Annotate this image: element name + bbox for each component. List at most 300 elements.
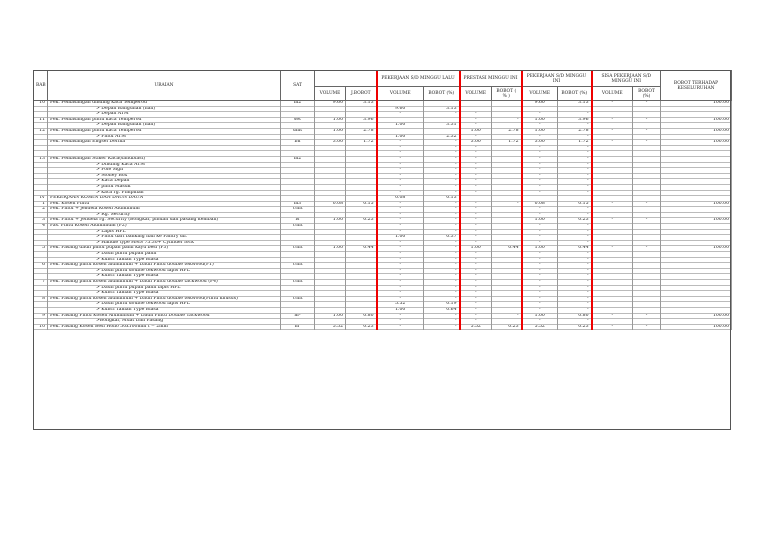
cell-volume: 5.52 xyxy=(315,324,346,330)
cell-j-bobot: 0.44 xyxy=(346,246,377,252)
cell-sdini-volume: - xyxy=(522,168,558,174)
table-body xyxy=(34,101,732,330)
cell-bab: 3 xyxy=(34,218,48,224)
cell-uraian: > Depan Bangunan (hall) xyxy=(48,123,281,129)
cell-lalu-bobot: - xyxy=(424,246,460,252)
cell-uraian: > Kunci Taman Type Biasa xyxy=(48,274,281,280)
cell-sat: Unit xyxy=(281,263,315,269)
cell-lalu-volume: - xyxy=(377,296,424,302)
cell-bobot-total: 100.00 xyxy=(661,218,732,224)
cell-ini-volume: - xyxy=(460,112,492,118)
cell-ini-volume: 1.00 xyxy=(460,128,492,134)
cell-sdini-volume: - xyxy=(522,268,558,274)
cell-sdini-volume: - xyxy=(522,112,558,118)
cell-sdini-volume: - xyxy=(522,145,558,151)
cell-lalu-bobot: - xyxy=(424,212,460,218)
cell-uraian: Pek. Pemasangan pintu kaca Temperod xyxy=(48,117,281,123)
cell-sat: ls xyxy=(281,218,315,224)
cell-lalu-volume: - xyxy=(377,246,424,252)
cell-j-bobot: 0.15 xyxy=(346,201,377,207)
cell-ini-volume: - xyxy=(460,201,492,207)
cell-uraian: > pintu Masuk xyxy=(48,184,281,190)
cell-lalu-volume: - xyxy=(377,184,424,190)
cell-uraian: Pek. Pasang pintu kosen aluminium + Daun Pintu double tekwood(P1) xyxy=(48,263,281,269)
cell-sdini-volume: - xyxy=(522,307,558,313)
cell-lalu-volume: - xyxy=(377,168,424,174)
cell-bobot-total: 100.00 xyxy=(661,128,732,134)
cell-lalu-volume: - xyxy=(377,145,424,151)
cell-lalu-volume: - xyxy=(377,207,424,213)
cell-ini-volume: - xyxy=(460,274,492,280)
cell-lalu-bobot: - xyxy=(424,156,460,162)
cell-lalu-bobot: - xyxy=(424,280,460,286)
header-group-sd-ini: PEKERJAAN S/D MINGGU INI xyxy=(522,71,592,87)
cell-sdini-volume: - xyxy=(522,179,558,185)
cell-j-bobot: 1.72 xyxy=(346,140,377,146)
cell-lalu-bobot: 0.19 xyxy=(424,302,460,308)
cell-lalu-volume: 5.52 xyxy=(377,302,424,308)
cell-sdini-volume: - xyxy=(522,156,558,162)
cell-sisa-volume: - xyxy=(592,218,633,224)
header-group-sisa: SISA PEKERJAAN S/D MINGGU INI xyxy=(592,71,661,87)
cell-ini-bobot: 0.23 xyxy=(492,324,522,330)
cell-sdini-bobot: - xyxy=(558,156,592,162)
cell-ini-volume: - xyxy=(460,252,492,258)
cell-sdini-bobot: - xyxy=(558,145,592,151)
cell-lalu-bobot: - xyxy=(424,190,460,196)
cell-lalu-volume: - xyxy=(377,291,424,297)
cell-ini-volume: - xyxy=(460,207,492,213)
cell-lalu-bobot: - xyxy=(424,162,460,168)
cell-sdini-bobot: - xyxy=(558,229,592,235)
cell-uraian: Pek. Pasang pintu kosen aluminium + Daun Pintu double tekwood(Pintu khusus) xyxy=(48,296,281,302)
header-bobot: BOBOT (%) xyxy=(424,87,460,101)
cell-ini-volume: - xyxy=(460,240,492,246)
cell-j-bobot: 0.23 xyxy=(346,324,377,330)
cell-sdini-volume: - xyxy=(522,212,558,218)
table-row xyxy=(34,324,732,330)
cell-lalu-volume: - xyxy=(377,224,424,230)
cell-lalu-bobot: 0.37 xyxy=(424,235,460,241)
cell-sdini-volume: - xyxy=(522,252,558,258)
cell-sdini-volume: - xyxy=(522,257,558,263)
cell-volume: 1.00 xyxy=(315,218,346,224)
cell-lalu-volume: - xyxy=(377,201,424,207)
cell-lalu-volume: - xyxy=(377,324,424,330)
cell-sdini-volume: - xyxy=(522,285,558,291)
cell-ini-volume: - xyxy=(460,307,492,313)
cell-bobot-total: 100.00 xyxy=(661,201,732,207)
cell-uraian: > Daun pintu pupan panil lapis HPL xyxy=(48,285,281,291)
cell-sat: m² xyxy=(281,313,315,319)
cell-sdini-volume: - xyxy=(522,263,558,269)
cell-lalu-bobot: 3.31 xyxy=(424,123,460,129)
cell-lalu-bobot: - xyxy=(424,112,460,118)
cell-ini-volume: 5.52 xyxy=(460,324,492,330)
cell-j-bobot: 0.23 xyxy=(346,218,377,224)
cell-sdini-volume: - xyxy=(522,274,558,280)
cell-ini-volume: - xyxy=(460,117,492,123)
cell-lalu-bobot: - xyxy=(424,263,460,269)
cell-sdini-volume: - xyxy=(522,184,558,190)
cell-sdini-bobot: 0.23 xyxy=(558,324,592,330)
header-bobot: BOBOT (%) xyxy=(633,87,661,101)
cell-uraian: Pek. Pasang Pintu Kosen Aluminium + Daun Pintu Double Tackwood xyxy=(48,313,281,319)
cell-lalu-volume: 1.00 xyxy=(377,235,424,241)
cell-sdini-bobot: - xyxy=(558,224,592,230)
header-volume: VOLUME xyxy=(315,87,346,101)
cell-sisa-volume: - xyxy=(592,140,633,146)
cell-uraian: Pek. Pemasangan dinding kaca Temperod xyxy=(48,101,281,107)
cell-lalu-bobot: 2.32 xyxy=(424,134,460,140)
cell-bobot-total: 100.00 xyxy=(661,246,732,252)
cell-lalu-volume: 1.00 xyxy=(377,134,424,140)
cell-bab: 10 xyxy=(34,101,48,107)
cell-sdini-volume: - xyxy=(522,123,558,129)
cell-ini-volume: - xyxy=(460,235,492,241)
cell-lalu-volume: - xyxy=(377,252,424,258)
cell-bobot-total: 100.00 xyxy=(661,117,732,123)
cell-ini-volume: - xyxy=(460,162,492,168)
cell-ini-volume: - xyxy=(460,257,492,263)
cell-sdini-bobot: - xyxy=(558,240,592,246)
cell-sdini-volume: - xyxy=(522,229,558,235)
cell-lalu-bobot: - xyxy=(424,240,460,246)
cell-lalu-bobot: - xyxy=(424,140,460,146)
cell-uraian: > Pole Sign xyxy=(48,168,281,174)
cell-ini-volume: - xyxy=(460,145,492,151)
cell-lalu-volume: - xyxy=(377,151,424,157)
cell-sdini-volume: - xyxy=(522,207,558,213)
cell-ini-volume: - xyxy=(460,268,492,274)
cell-sisa-bobot: - xyxy=(633,201,661,207)
cell-ini-volume: - xyxy=(460,134,492,140)
cell-sdini-bobot: - xyxy=(558,134,592,140)
cell-ini-volume: - xyxy=(460,319,492,325)
cell-lalu-bobot: - xyxy=(424,207,460,213)
cell-lalu-volume: - xyxy=(377,240,424,246)
cell-sisa-volume: - xyxy=(592,117,633,123)
cell-uraian: Pek. Pintu + Jendela rg. Security (Bongkar, pindah dan pasang kembali) xyxy=(48,218,281,224)
cell-lalu-bobot: - xyxy=(424,274,460,280)
cell-sdini-bobot: - xyxy=(558,307,592,313)
cell-volume: 1.00 xyxy=(315,128,346,134)
cell-j-bobot: 3.13 xyxy=(346,101,377,107)
cell-sdini-bobot: - xyxy=(558,184,592,190)
cell-ini-volume: - xyxy=(460,313,492,319)
cell-bab: 13 xyxy=(34,156,48,162)
cell-lalu-volume: - xyxy=(377,212,424,218)
cell-sat: Unit xyxy=(281,246,315,252)
cell-bobot-total: 100.00 xyxy=(661,324,732,330)
cell-lalu-volume: 1.00 xyxy=(377,307,424,313)
cell-lalu-bobot: - xyxy=(424,268,460,274)
cell-sdini-volume: 1.00 xyxy=(522,218,558,224)
cell-sisa-bobot: - xyxy=(633,313,661,319)
cell-uraian: > Rg. Security xyxy=(48,212,281,218)
header-bobot: BOBOT (%) xyxy=(558,87,592,101)
cell-sat: Unit xyxy=(281,296,315,302)
cell-sisa-volume: - xyxy=(592,246,633,252)
cell-sdini-bobot: - xyxy=(558,123,592,129)
cell-ini-bobot: 0.44 xyxy=(492,246,522,252)
cell-uraian: Pek. Pasang Kosen Besi Hollo 50x100mm t = 2mm xyxy=(48,324,281,330)
cell-uraian: > Dinding Kaca ATM xyxy=(48,162,281,168)
header-bobot: BOBOT ( % ) xyxy=(492,87,522,101)
cell-sisa-volume: - xyxy=(592,324,633,330)
cell-uraian: Pek. Pemasangan pintu kaca Temperod xyxy=(48,128,281,134)
cell-sdini-volume: 0.08 xyxy=(522,201,558,207)
cell-sdini-volume: 1.00 xyxy=(522,128,558,134)
header-uraian: URAIAN xyxy=(48,71,281,101)
cell-volume: 9.60 xyxy=(315,101,346,107)
cell-sdini-bobot: - xyxy=(558,179,592,185)
cell-sdini-bobot: - xyxy=(558,168,592,174)
cell-lalu-bobot: - xyxy=(424,285,460,291)
cell-sdini-bobot: - xyxy=(558,280,592,286)
cell-sat: Unit xyxy=(281,280,315,286)
cell-uraian: > Depan ATM xyxy=(48,112,281,118)
cell-lalu-volume: - xyxy=(377,285,424,291)
cell-uraian: PEKERJAAN KOSEN DAN DAUN DAUN xyxy=(48,196,281,202)
cell-uraian: > Depan Bangunan (hall) xyxy=(48,106,281,112)
cell-sdini-volume: 9.60 xyxy=(522,101,558,107)
cell-ini-volume: - xyxy=(460,296,492,302)
cell-ini-volume: - xyxy=(460,285,492,291)
cell-bab: 9 xyxy=(34,313,48,319)
cell-sdini-bobot: - xyxy=(558,302,592,308)
cell-uraian: > Daun pintu double tekwood lapis HPL xyxy=(48,302,281,308)
cell-ini-volume: - xyxy=(460,280,492,286)
header-group-lalu: PEKERJAAN S/D MINGGU LALU xyxy=(377,71,460,87)
cell-uraian: > Pintu dari banking hall ke Pantry dll. xyxy=(48,235,281,241)
cell-bab: 10 xyxy=(34,324,48,330)
cell-ini-volume: - xyxy=(460,179,492,185)
cell-volume: 3.00 xyxy=(315,140,346,146)
cell-lalu-bobot: - xyxy=(424,224,460,230)
cell-ini-volume: - xyxy=(460,173,492,179)
cell-ini-volume: - xyxy=(460,229,492,235)
cell-sat: m' xyxy=(281,324,315,330)
cell-lalu-bobot: - xyxy=(424,218,460,224)
cell-bab: 2 xyxy=(34,207,48,213)
cell-lalu-bobot: 0.13 xyxy=(424,196,460,202)
cell-sdini-volume: - xyxy=(522,240,558,246)
header-bab: BAB xyxy=(34,71,48,101)
cell-sdini-volume: - xyxy=(522,235,558,241)
cell-sdini-bobot: - xyxy=(558,212,592,218)
header-j-bobot: J.BOBOT xyxy=(346,87,377,101)
cell-lalu-volume: - xyxy=(377,229,424,235)
cell-sat: m2 xyxy=(281,156,315,162)
cell-sat: unit xyxy=(281,128,315,134)
cell-uraian: Pek. Pemasangan Engsel Derma xyxy=(48,140,281,146)
cell-volume: 1.00 xyxy=(315,117,346,123)
cell-sdini-bobot: - xyxy=(558,162,592,168)
cell-sdini-bobot: - xyxy=(558,285,592,291)
cell-lalu-bobot: - xyxy=(424,173,460,179)
cell-sdini-volume: - xyxy=(522,302,558,308)
cell-lalu-volume: - xyxy=(377,313,424,319)
progress-table xyxy=(33,70,732,330)
cell-sisa-volume: - xyxy=(592,128,633,134)
header-sat: SAT xyxy=(281,71,315,101)
cell-bobot-total: 100.00 xyxy=(661,313,732,319)
cell-sdini-volume: - xyxy=(522,280,558,286)
cell-uraian: > Lapis HPL xyxy=(48,229,281,235)
cell-sdini-bobot: - xyxy=(558,151,592,157)
cell-sdini-bobot: 3.13 xyxy=(558,101,592,107)
cell-lalu-bobot: - xyxy=(424,257,460,263)
cell-bab: IV xyxy=(34,196,48,202)
cell-lalu-bobot: - xyxy=(424,145,460,151)
cell-sdini-volume: 1.00 xyxy=(522,313,558,319)
cell-lalu-volume: 1.00 xyxy=(377,123,424,129)
cell-sisa-volume: - xyxy=(592,313,633,319)
cell-lalu-bobot: - xyxy=(424,151,460,157)
cell-sat: m2 xyxy=(281,101,315,107)
cell-sdini-bobot: - xyxy=(558,235,592,241)
cell-uraian: Pek. Pemasangan Stiker Kaca(sandblast) xyxy=(48,156,281,162)
cell-j-bobot: 2.78 xyxy=(346,128,377,134)
cell-j-bobot: 0.80 xyxy=(346,313,377,319)
cell-ini-volume: - xyxy=(460,302,492,308)
cell-lalu-volume: - xyxy=(377,268,424,274)
cell-ini-bobot: - xyxy=(492,201,522,207)
cell-ini-volume: - xyxy=(460,184,492,190)
cell-lalu-bobot: - xyxy=(424,179,460,185)
header-volume: VOLUME xyxy=(522,87,558,101)
cell-lalu-volume: - xyxy=(377,173,424,179)
cell-lalu-bobot: - xyxy=(424,229,460,235)
cell-uraian: > Kunci Taman Type Biasa xyxy=(48,291,281,297)
cell-sdini-bobot: 1.72 xyxy=(558,140,592,146)
cell-uraian: > Kunci Taman Type Biasa xyxy=(48,257,281,263)
cell-sdini-volume: 3.00 xyxy=(522,140,558,146)
table-header xyxy=(34,71,732,101)
cell-sdini-volume: 5.52 xyxy=(522,324,558,330)
cell-lalu-bobot: 0.64 xyxy=(424,307,460,313)
cell-sdini-bobot: - xyxy=(558,257,592,263)
cell-sat: m3 xyxy=(281,201,315,207)
cell-ini-volume: - xyxy=(460,123,492,129)
cell-sdini-bobot: - xyxy=(558,207,592,213)
cell-ini-volume: - xyxy=(460,190,492,196)
cell-ini-volume: 3.00 xyxy=(460,140,492,146)
cell-sisa-bobot: - xyxy=(633,117,661,123)
cell-sdini-volume: - xyxy=(522,151,558,157)
cell-ini-bobot: - xyxy=(492,313,522,319)
cell-lalu-volume: - xyxy=(377,179,424,185)
cell-ini-volume: - xyxy=(460,291,492,297)
cell-lalu-bobot: - xyxy=(424,184,460,190)
cell-lalu-volume: 9.60 xyxy=(377,106,424,112)
cell-sdini-bobot: 0.23 xyxy=(558,218,592,224)
cell-sdini-bobot: 3.96 xyxy=(558,117,592,123)
cell-sdini-bobot: 0.80 xyxy=(558,313,592,319)
cell-sisa-bobot: - xyxy=(633,140,661,146)
cell-j-bobot: 3.96 xyxy=(346,117,377,123)
cell-lalu-bobot: - xyxy=(424,313,460,319)
cell-ini-volume: - xyxy=(460,224,492,230)
cell-ini-volume: - xyxy=(460,263,492,269)
cell-sdini-volume: - xyxy=(522,224,558,230)
cell-ini-volume: 1.00 xyxy=(460,246,492,252)
cell-volume: 0.08 xyxy=(315,201,346,207)
cell-lalu-bobot: - xyxy=(424,291,460,297)
cell-sisa-bobot: - xyxy=(633,246,661,252)
cell-sdini-volume: - xyxy=(522,173,558,179)
cell-lalu-bobot: 3.13 xyxy=(424,106,460,112)
cell-uraian: > Kaca Depan xyxy=(48,179,281,185)
cell-sdini-volume: - xyxy=(522,319,558,325)
cell-lalu-volume: 0.08 xyxy=(377,196,424,202)
cell-sdini-volume: - xyxy=(522,296,558,302)
cell-bab: 1 xyxy=(34,201,48,207)
cell-sdini-volume: 1.00 xyxy=(522,117,558,123)
cell-sisa-bobot: - xyxy=(633,128,661,134)
cell-sdini-volume: - xyxy=(522,291,558,297)
cell-lalu-volume: - xyxy=(377,319,424,325)
cell-sdini-bobot: - xyxy=(558,112,592,118)
cell-sdini-volume: 1.00 xyxy=(522,246,558,252)
cell-uraian: > kaca rg. Pimpinan xyxy=(48,190,281,196)
cell-bab: 11 xyxy=(34,117,48,123)
cell-lalu-volume: - xyxy=(377,156,424,162)
cell-uraian: Pek. Pasang pintu kosen aluminium + Daun Pintu double tackwood (P4) xyxy=(48,280,281,286)
cell-uraian: > Handle type HMS 75.30+ Cylinder lock xyxy=(48,240,281,246)
cell-ini-volume: - xyxy=(460,212,492,218)
cell-sdini-bobot: 2.78 xyxy=(558,128,592,134)
cell-lalu-bobot: - xyxy=(424,252,460,258)
cell-uraian: > Money Box xyxy=(48,173,281,179)
cell-sdini-bobot: - xyxy=(558,190,592,196)
cell-sat: set xyxy=(281,117,315,123)
cell-sdini-volume: - xyxy=(522,134,558,140)
cell-bab: 7 xyxy=(34,280,48,286)
header-volume: VOLUME xyxy=(460,87,492,101)
cell-bab: 5 xyxy=(34,246,48,252)
cell-lalu-volume: - xyxy=(377,190,424,196)
header-volume: VOLUME xyxy=(592,87,633,101)
cell-sdini-bobot: - xyxy=(558,319,592,325)
cell-sisa-bobot: - xyxy=(633,324,661,330)
cell-uraian: Pek. Kosen Pintu xyxy=(48,201,281,207)
cell-bobot-total: 100.00 xyxy=(661,101,732,107)
cell-lalu-bobot: - xyxy=(424,319,460,325)
header-empty-group xyxy=(315,71,377,87)
cell-lalu-volume: - xyxy=(377,280,424,286)
header-volume: VOLUME xyxy=(377,87,424,101)
cell-lalu-bobot: - xyxy=(424,324,460,330)
cell-ini-volume: - xyxy=(460,218,492,224)
cell-sisa-volume: - xyxy=(592,201,633,207)
cell-lalu-volume: - xyxy=(377,162,424,168)
cell-sat: bh xyxy=(281,140,315,146)
cell-sdini-volume: - xyxy=(522,162,558,168)
cell-ini-bobot: - xyxy=(492,117,522,123)
cell-sdini-bobot: - xyxy=(558,274,592,280)
cell-bab: 6 xyxy=(34,263,48,269)
cell-lalu-bobot: - xyxy=(424,296,460,302)
cell-uraian: Pek. Pasang daun pintu pupan panil kayu besi (P3) xyxy=(48,246,281,252)
cell-ini-bobot: 2.78 xyxy=(492,128,522,134)
cell-bobot-total: 100.00 xyxy=(661,140,732,146)
cell-sisa-bobot: - xyxy=(633,101,661,107)
cell-ini-volume: - xyxy=(460,156,492,162)
cell-bab: 8 xyxy=(34,296,48,302)
cell-uraian: > Daun pintu pupan panil xyxy=(48,252,281,258)
